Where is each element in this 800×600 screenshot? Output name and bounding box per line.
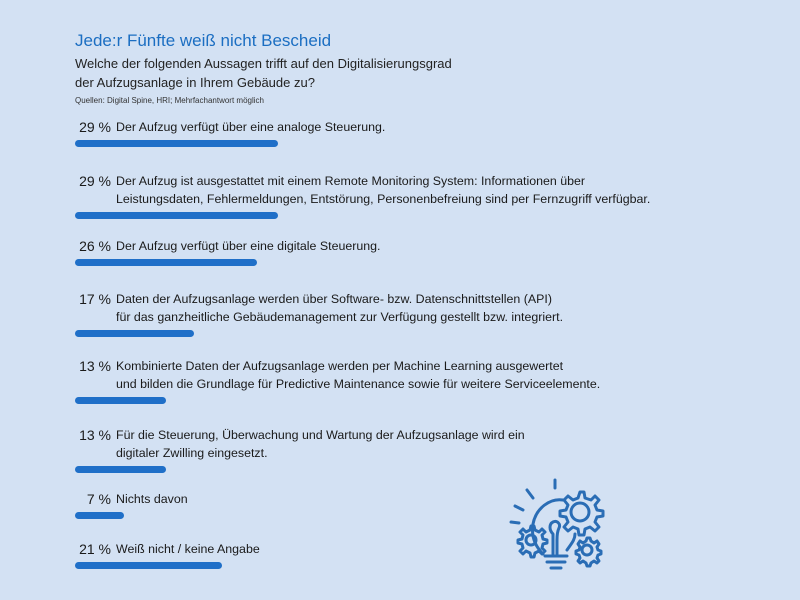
chart-title: Jede:r Fünfte weiß nicht Bescheid [75, 31, 332, 50]
bar-item [75, 357, 725, 393]
bar-row [75, 237, 725, 255]
bar-category-label: Nichts davon [116, 492, 188, 506]
chart-subtitle-line-2: der Aufzugsanlage in Ihrem Gebäude zu? [75, 75, 315, 90]
bar [75, 512, 124, 519]
bar [75, 259, 257, 266]
bar-category-label: Der Aufzug ist ausgestattet mit einem Remote Monitoring System: Informationen über Leistungsdaten, Fehlermeldungen, Entstörung, Personenbefreiung sind per Fernzugriff verfügbar. [116, 174, 651, 206]
bar-value-label: 29 % [79, 119, 111, 135]
bar-row [75, 540, 725, 558]
bar [75, 212, 278, 219]
bar-value-label: 13 % [79, 427, 111, 443]
bar-item [75, 290, 725, 326]
bar-row [75, 118, 725, 136]
bar-category-label: Der Aufzug verfügt über eine digitale Steuerung. [116, 239, 381, 253]
bar-item [75, 237, 725, 255]
chart-subtitle-line-1: Welche der folgenden Aussagen trifft auf den Digitalisierungsgrad [75, 56, 452, 71]
bar-row [75, 357, 725, 393]
bar [75, 466, 166, 473]
bar-item [75, 172, 725, 208]
bar-value-label: 21 % [79, 541, 111, 557]
bar-value-label: 29 % [79, 173, 111, 189]
bar-row [75, 490, 725, 508]
bar-value-label: 26 % [79, 238, 111, 254]
bar-item [75, 426, 725, 462]
bar-row [75, 290, 725, 326]
bar-item [75, 118, 725, 136]
bar-row [75, 172, 725, 208]
bar-category-label: Kombinierte Daten der Aufzugsanlage werden per Machine Learning ausgewertet und bilden die Grundlage für Predictive Maintenance sowie für weitere Serviceelemente. [116, 359, 601, 391]
bar-item [75, 540, 725, 558]
bar-value-label: 17 % [79, 291, 111, 307]
bar-category-label: Daten der Aufzugsanlage werden über Software- bzw. Datenschnittstellen (API) für das ganzheitliche Gebäudemanagement zur Verfügung gestellt bzw. integriert. [116, 292, 564, 324]
bar-item [75, 490, 725, 508]
bar [75, 397, 166, 404]
chart-sources: Quellen: Digital Spine, HRI; Mehrfachantwort möglich [75, 96, 264, 105]
lightbulb-gears-icon [505, 478, 610, 583]
bar [75, 330, 194, 337]
bar-category-label: Für die Steuerung, Überwachung und Wartung der Aufzugsanlage wird ein digitaler Zwilling eingesetzt. [116, 428, 525, 460]
bar-row [75, 426, 725, 462]
bar-category-label: Der Aufzug verfügt über eine analoge Steuerung. [116, 120, 386, 134]
bar-value-label: 7 % [86, 491, 111, 507]
bar-category-label: Weiß nicht / keine Angabe [116, 542, 260, 556]
bar [75, 140, 278, 147]
bar-value-label: 13 % [79, 358, 111, 374]
bar [75, 562, 222, 569]
